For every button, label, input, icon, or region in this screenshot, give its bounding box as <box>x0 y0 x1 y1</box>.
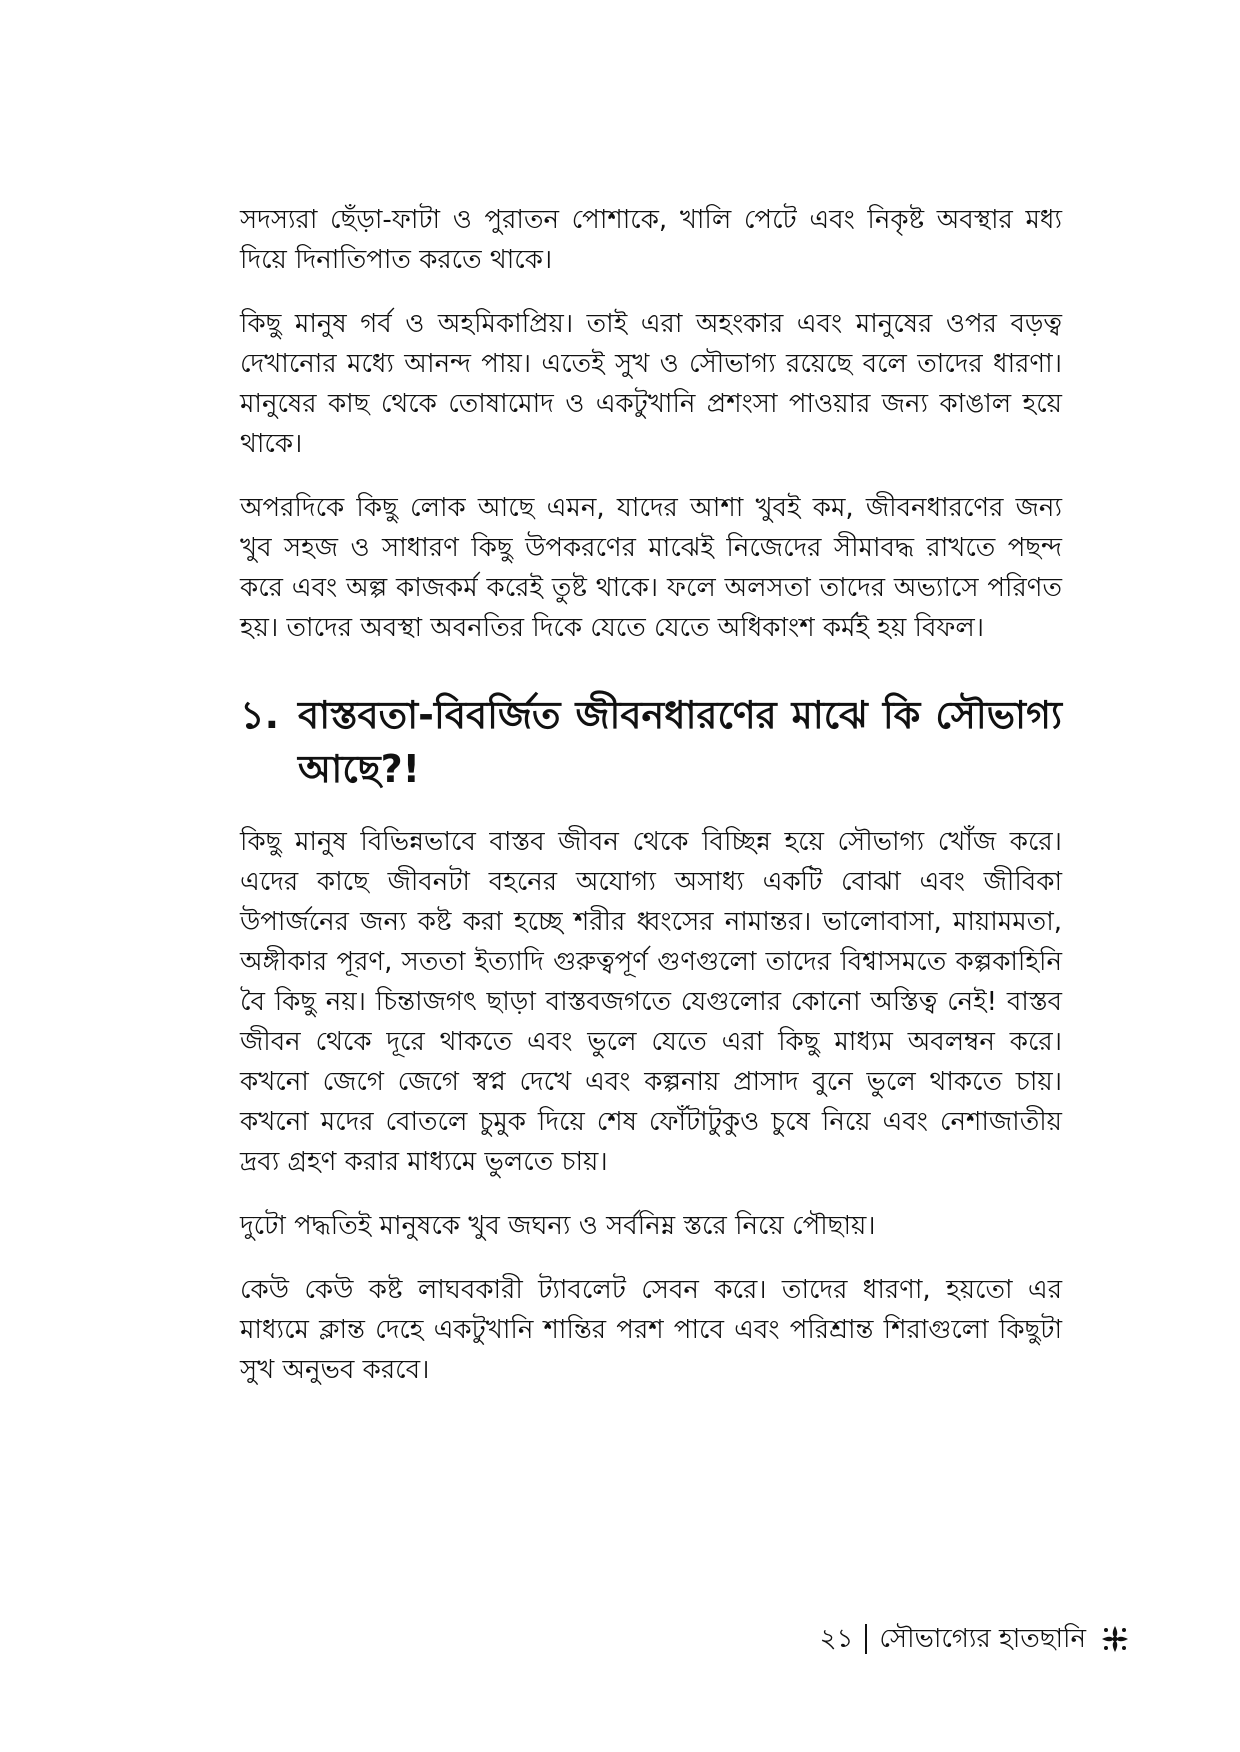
paragraph: অপরদিকে কিছু লোক আছে এমন, যাদের আশা খুবই কম, জীবনধারণের জন্য খুব সহজ ও সাধারণ কিছু উপকরণের মাঝেই নিজেদের সীমাবদ্ধ রাখতে পছন্দ করে এবং অল্প কাজকর্ম করেই তুষ্ট থাকে। ফলে অলসতা তাদের অভ্যাসে পরিণত হয়। তাদের অবস্থা অবনতির দিকে যেতে যেতে অধিকাংশ কর্মই হয় বিফল। <box>240 493 1062 643</box>
paragraph: কেউ কেউ কষ্ট লাঘবকারী ট্যাবলেট সেবন করে। তাদের ধারণা, হয়তো এর মাধ্যমে ক্লান্ত দেহে একটুখানি শান্তির পরশ পাবে এবং পরিশ্রান্ত শিরাগুলো কিছুটা সুখ অনুভব করবে। <box>240 1275 1062 1385</box>
page-body <box>240 200 1062 1414</box>
page-number: ২১ <box>819 1624 854 1654</box>
floral-ornament-icon <box>1100 1624 1130 1654</box>
paragraph: দুটো পদ্ধতিই মানুষকে খুব জঘন্য ও সর্বনিম্ন স্তরে নিয়ে পৌছায়। <box>240 1211 876 1241</box>
page-footer <box>820 1622 1130 1656</box>
book-title: সৌভাগ্যের হাতছানি <box>879 1624 1086 1654</box>
footer-divider <box>865 1624 867 1654</box>
paragraph: কিছু মানুষ গর্ব ও অহমিকাপ্রিয়। তাই এরা অহংকার এবং মানুষের ওপর বড়ত্ব দেখানোর মধ্যে আনন্দ পায়। এতেই সুখ ও সৌভাগ্য রয়েছে বলে তাদের ধারণা। মানুষের কাছ থেকে তোষামোদ ও একটুখানি প্রশংসা পাওয়ার জন্য কাঙাল হয়ে থাকে। <box>240 309 1062 459</box>
section-heading <box>240 688 1062 796</box>
section-number: ১. <box>240 693 280 737</box>
paragraph: কিছু মানুষ বিভিন্নভাবে বাস্তব জীবন থেকে বিচ্ছিন্ন হয়ে সৌভাগ্য খোঁজ করে। এদের কাছে জীবনটা বহনের অযোগ্য অসাধ্য একটি বোঝা এবং জীবিকা উপার্জনের জন্য কষ্ট করা হচ্ছে শরীর ধ্বংসের নামান্তর। ভালোবাসা, মায়ামমতা, অঙ্গীকার পূরণ, সততা ইত্যাদি গুরুত্বপূর্ণ গুণগুলো তাদের বিশ্বাসমতে কল্পকাহিনি বৈ কিছু নয়। চিন্তাজগৎ ছাড়া বাস্তবজগতে যেগুলোর কোনো অস্তিত্ব নেই! বাস্তব জীবন থেকে দূরে থাকতে এবং ভুলে যেতে এরা কিছু মাধ্যম অবলম্বন করে। কখনো জেগে জেগে স্বপ্ন দেখে এবং কল্পনায় প্রাসাদ বুনে ভুলে থাকতে চায়। কখনো মদের বোতলে চুমুক দিয়ে শেষ ফোঁটাটুকুও চুষে নিয়ে এবং নেশাজাতীয় দ্রব্য গ্রহণ করার মাধ্যমে ভুলতে চায়। <box>240 827 1062 1177</box>
paragraph: সদস্যরা ছেঁড়া-ফাটা ও পুরাতন পোশাকে, খালি পেটে এবং নিকৃষ্ট অবস্থার মধ্য দিয়ে দিনাতিপাত করতে থাকে। <box>240 205 1062 275</box>
section-heading-text: বাস্তবতা-বিবর্জিত জীবনধারণের মাঝে কি সৌভাগ্য আছে?! <box>298 693 1062 791</box>
